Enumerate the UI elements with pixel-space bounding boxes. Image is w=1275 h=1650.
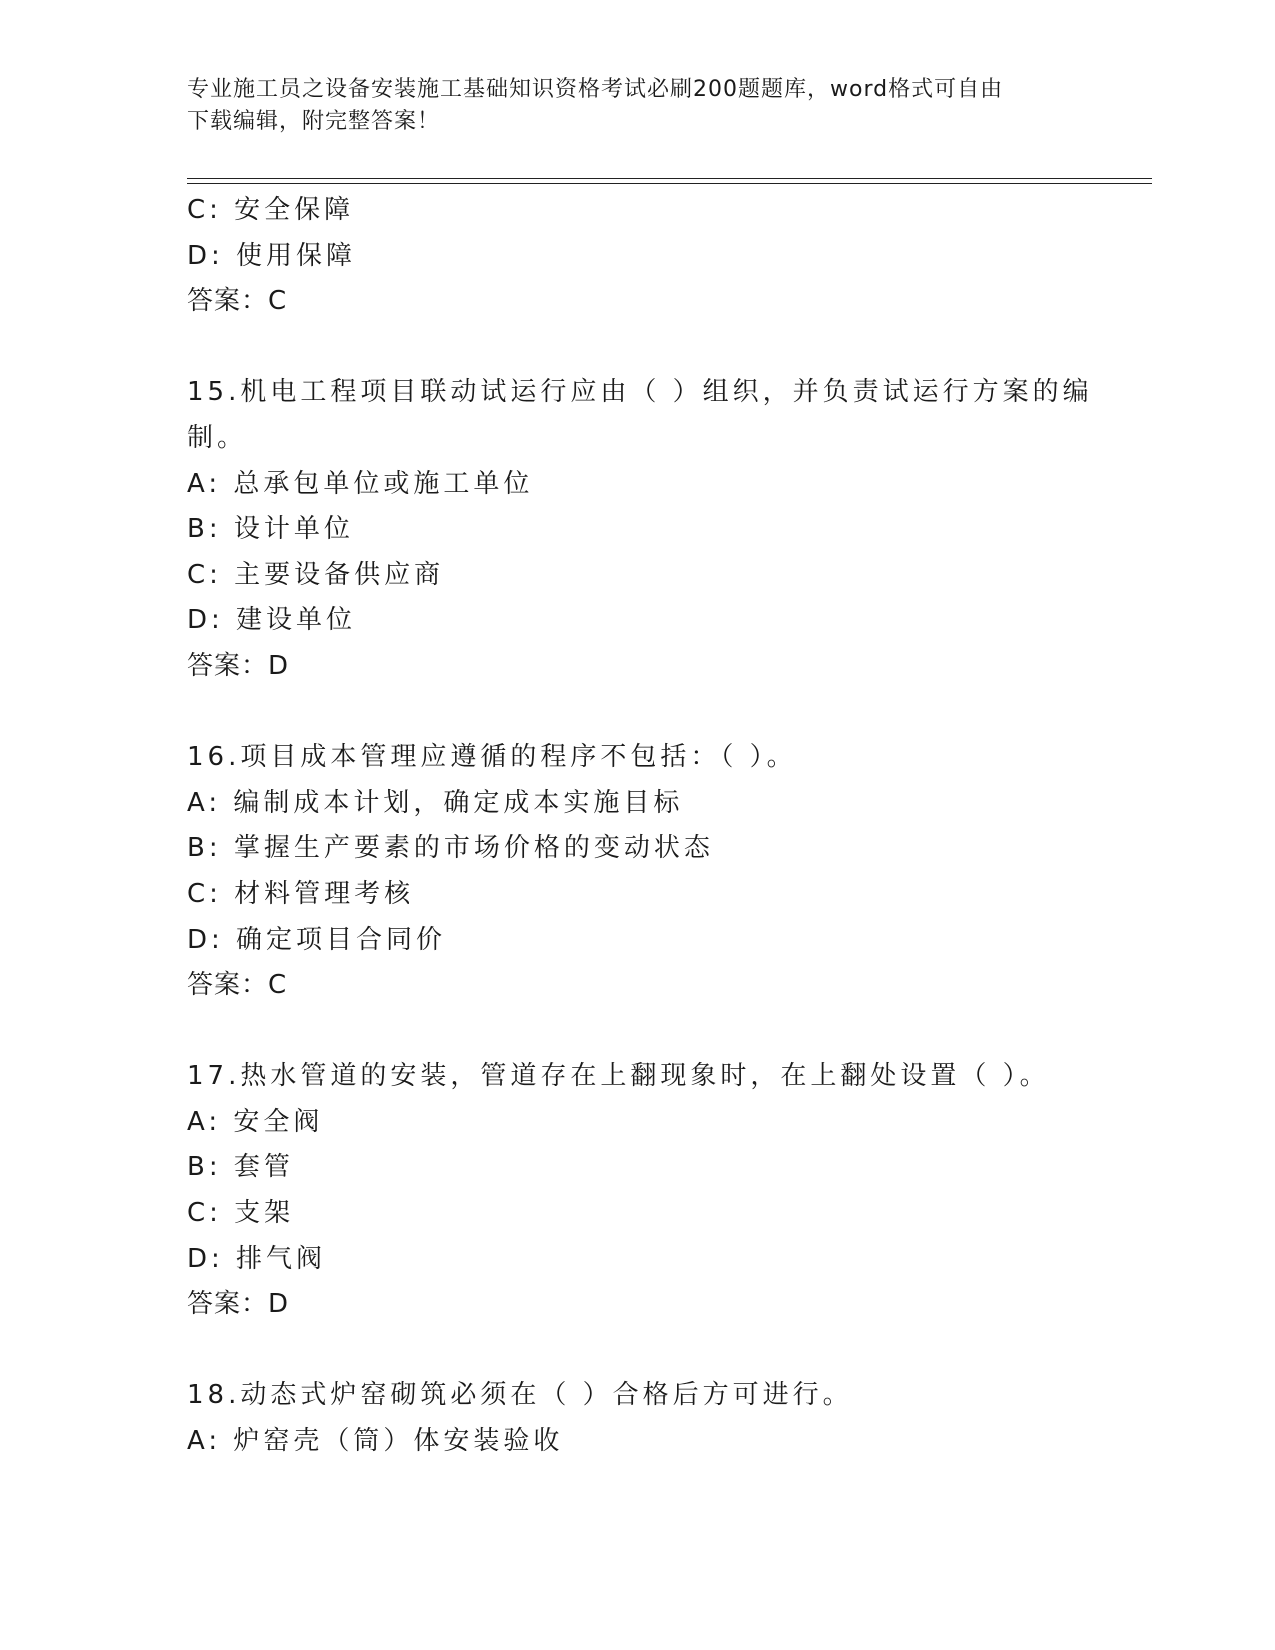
question-line: C: 主要设备供应商 xyxy=(187,559,445,590)
blank-line xyxy=(187,1328,1152,1374)
question-line: C: 安全保障 xyxy=(187,195,355,225)
question-line: A: 炉窑壳（筒）体安装验收 xyxy=(187,1426,564,1457)
question-line: 15.机电工程项目联动试运行应由（ ）组织，并负责试运行方案的编 xyxy=(187,377,1093,408)
question-line: 16.项目成本管理应遵循的程序不包括：（ ）。 xyxy=(187,742,797,773)
answer-line: 答案：D xyxy=(187,1289,290,1320)
blank-line xyxy=(187,325,1152,371)
question-line: D: 使用保障 xyxy=(187,240,357,271)
blank-line xyxy=(187,690,1152,736)
blank-line xyxy=(187,1009,1152,1055)
question-line: B: 设计单位 xyxy=(187,514,354,545)
question-line: A: 编制成本计划，确定成本实施目标 xyxy=(187,787,684,818)
document-page xyxy=(187,0,1157,1650)
answer-line: 答案：D xyxy=(187,650,290,681)
question-line: A: 安全阀 xyxy=(187,1106,324,1137)
question-line: D: 建设单位 xyxy=(187,605,357,636)
question-line: D: 排气阀 xyxy=(187,1243,327,1274)
answer-line: 答案：C xyxy=(187,970,288,1001)
question-line: A: 总承包单位或施工单位 xyxy=(187,468,534,499)
question-line: 17.热水管道的安装，管道存在上翻现象时，在上翻处设置（ ）。 xyxy=(187,1061,1050,1092)
question-line: C: 材料管理考核 xyxy=(187,878,415,909)
question-line: 制。 xyxy=(187,422,248,453)
header-divider-bottom xyxy=(187,183,1152,184)
question-line: D: 确定项目合同价 xyxy=(187,924,447,955)
answer-line: 答案：C xyxy=(187,286,288,317)
header-divider-top xyxy=(187,178,1152,179)
page-header-title: 专业施工员之设备安装施工基础知识资格考试必刷200题题库，word格式可自由 下载编辑，附完整答案！ xyxy=(187,77,1004,134)
question-line: 18.动态式炉窑砌筑必须在（ ）合格后方可进行。 xyxy=(187,1380,853,1411)
question-line: B: 套管 xyxy=(187,1152,294,1183)
question-line: B: 掌握生产要素的市场价格的变动状态 xyxy=(187,833,714,864)
question-body xyxy=(187,188,1152,1465)
question-line: C: 支架 xyxy=(187,1198,295,1229)
